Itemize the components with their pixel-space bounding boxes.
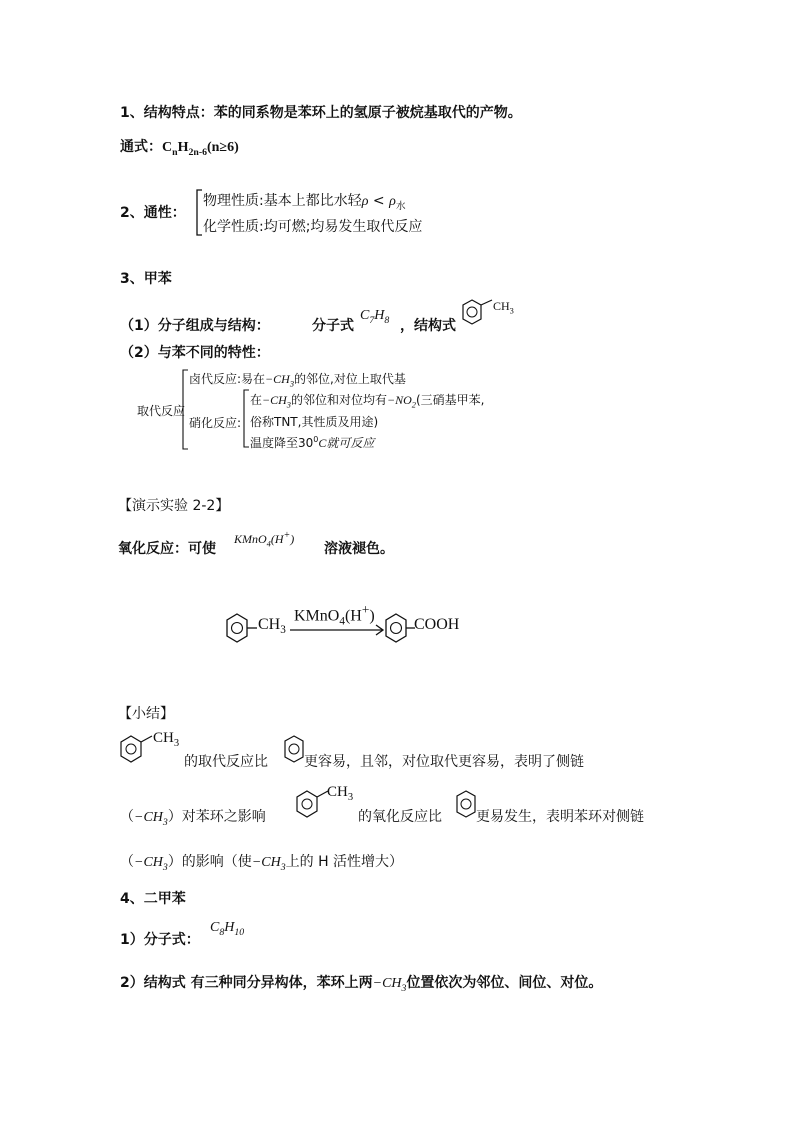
nitration-ch3-sub: 3 [286,400,291,410]
toluene-formula [360,307,389,326]
halogenation-ch3-sub: 3 [289,379,295,389]
summary-ch3-1-text: CH [153,730,174,746]
nitration-1a: 在 [250,393,263,407]
formula-h: H [177,140,189,155]
nitration-line-2: 俗称TNT,其性质及用途) [250,415,379,429]
nitration-no2-sub: 2 [411,400,416,410]
xylene-formula-label: 1）分子式： [120,932,200,948]
ox-kmno-sub: 4 [266,539,271,549]
summary-l2b: ）对苯环之影响 [167,809,266,825]
nitration-line-3 [250,434,374,451]
reactant-toluene-icon [226,612,252,646]
summary-l2-ch3-sub: 3 [162,816,168,828]
cond-sub: 4 [339,615,345,628]
xylene-ch3: −CH [372,976,402,991]
demo-title: 【演示实验 2-2】 [118,498,230,514]
formula-condition: (n≥6) [206,140,239,155]
product-cooh: COOH [414,616,460,633]
oxidation-reagent [234,530,294,548]
xylene-structure-a: 2）结构式 有三种同分异构体，苯环上两 [120,975,373,991]
rho-water-symbol: ρ [389,194,396,209]
reactant-ch3 [258,616,286,636]
summary-l3-ch3b: −CH [251,855,281,870]
section-2-heading: 2、通性： [120,205,186,221]
summary-line-2d: 更易发生，表明苯环对侧链 [476,809,644,825]
xylene-structure-b: 位置依次为邻位、间位、对位。 [406,975,603,991]
nitration-3a: 温度降至30 [250,436,314,450]
toluene-ch3-text: CH [493,299,510,313]
nitration-3-sup: 0 [313,435,319,444]
cond-h: (H [344,607,362,625]
section-3-heading: 3、甲苯 [120,271,172,287]
summary-l2-ch3: −CH [134,810,163,825]
summary-title: 【小结】 [118,706,174,722]
physical-property-line [203,190,406,212]
halogenation-ch3: −CH [265,372,290,386]
reaction-arrow-icon [290,624,386,636]
product-benzoic-acid-icon [385,612,411,646]
oxidation-tail: 溶液褪色。 [324,541,394,557]
summary-l2a: （ [120,809,134,825]
xylene-h-sub: 10 [234,926,245,938]
nitration-label: 硝化反应: [189,416,242,430]
less-than: < [368,193,390,209]
summary-ch3-1 [153,730,179,749]
summary-benzene-icon-2 [456,789,478,821]
formula-label: 通式： [120,139,162,155]
summary-l3a: （ [120,854,134,870]
summary-line-3 [120,851,403,873]
xylene-c: C [210,920,220,935]
toluene-composition-label: （1）分子组成与结构： [120,318,270,334]
cond-plus: + [361,602,370,617]
nitration-ch3: −CH [262,393,287,407]
toluene-c: C [360,308,370,323]
summary-benzene-icon-1 [284,734,306,766]
nitration-brace [242,389,250,449]
summary-l3-ch3: −CH [134,855,163,870]
formula-sub: 2n-6 [188,146,207,158]
nitration-3b: C就可反应 [318,436,375,450]
cond-kmno: KMnO [294,607,340,625]
formula-c: C [162,140,173,155]
section-1-heading: 1、结构特点：苯的同系物是苯环上的氢原子被烷基取代的产物。 [120,105,522,121]
summary-l3c: 上的 H 活性增大） [285,854,404,870]
summary-l3-ch3b-sub: 3 [280,861,286,873]
halogenation-tail: 的邻位,对位上取代基 [294,372,406,386]
ox-close: ) [290,532,295,546]
oxidation-label: 氧化反应：可使 [118,541,216,557]
toluene-h-sub: 8 [384,314,390,326]
ox-kmno: KMnO [234,532,267,546]
chemical-property-line: 化学性质:均可燃;均易发生取代反应 [203,219,423,235]
ox-h: (H [270,532,284,546]
general-formula [120,136,239,158]
physical-property-text: 物理性质:基本上都比水轻 [203,193,362,209]
toluene-h: H [374,308,385,323]
summary-line-1a: 的取代反应比 [184,754,268,770]
xylene-formula [210,920,244,938]
substitution-root: 取代反应 [137,404,186,418]
toluene-formula-label: 分子式 [312,318,354,334]
nitration-1c: (三硝基甲苯, [415,393,485,407]
summary-l3-ch3-sub: 3 [162,861,168,873]
summary-l3b: ）的影响（使 [167,854,252,870]
toluene-c-sub: 7 [369,314,375,326]
xylene-ch3-sub: 3 [401,982,407,994]
summary-line-2 [120,806,266,828]
nitration-no2: −NO [387,393,412,407]
toluene-properties-label: （2）与苯不同的特性： [120,345,270,361]
nitration-1b: 的邻位和对位均有 [290,393,387,407]
summary-ch3-2-sub: 3 [347,792,354,803]
nitration-line-1 [250,391,484,409]
xylene-c-sub: 8 [219,926,225,938]
summary-ch3-2 [327,784,353,803]
xylene-structure-line [120,972,602,994]
xylene-h: H [224,920,235,935]
rho-symbol: ρ [361,194,369,209]
summary-line-1b: 更容易，且邻，对位取代更容易，表明了侧链 [304,754,584,770]
ox-plus: + [283,530,291,541]
halogenation-text: 卤代反应:易在 [189,372,266,386]
summary-line-2c: 的氧化反应比 [358,809,442,825]
reactant-ch3-text: CH [258,616,281,633]
water-sub: 水 [395,200,406,212]
reactant-ch3-sub: 3 [280,624,286,637]
cond-close: ) [369,607,375,625]
summary-ch3-2-text: CH [327,784,348,800]
substitution-brace [181,369,189,451]
toluene-structure-label: ，结构式 [400,318,456,334]
summary-ch3-1-sub: 3 [173,738,180,749]
section-4-heading: 4、二甲苯 [120,891,186,907]
formula-n: n [172,146,178,158]
toluene-ch3-sub: 3 [509,306,514,316]
toluene-ch3 [493,299,514,315]
halogenation-line [189,370,406,388]
